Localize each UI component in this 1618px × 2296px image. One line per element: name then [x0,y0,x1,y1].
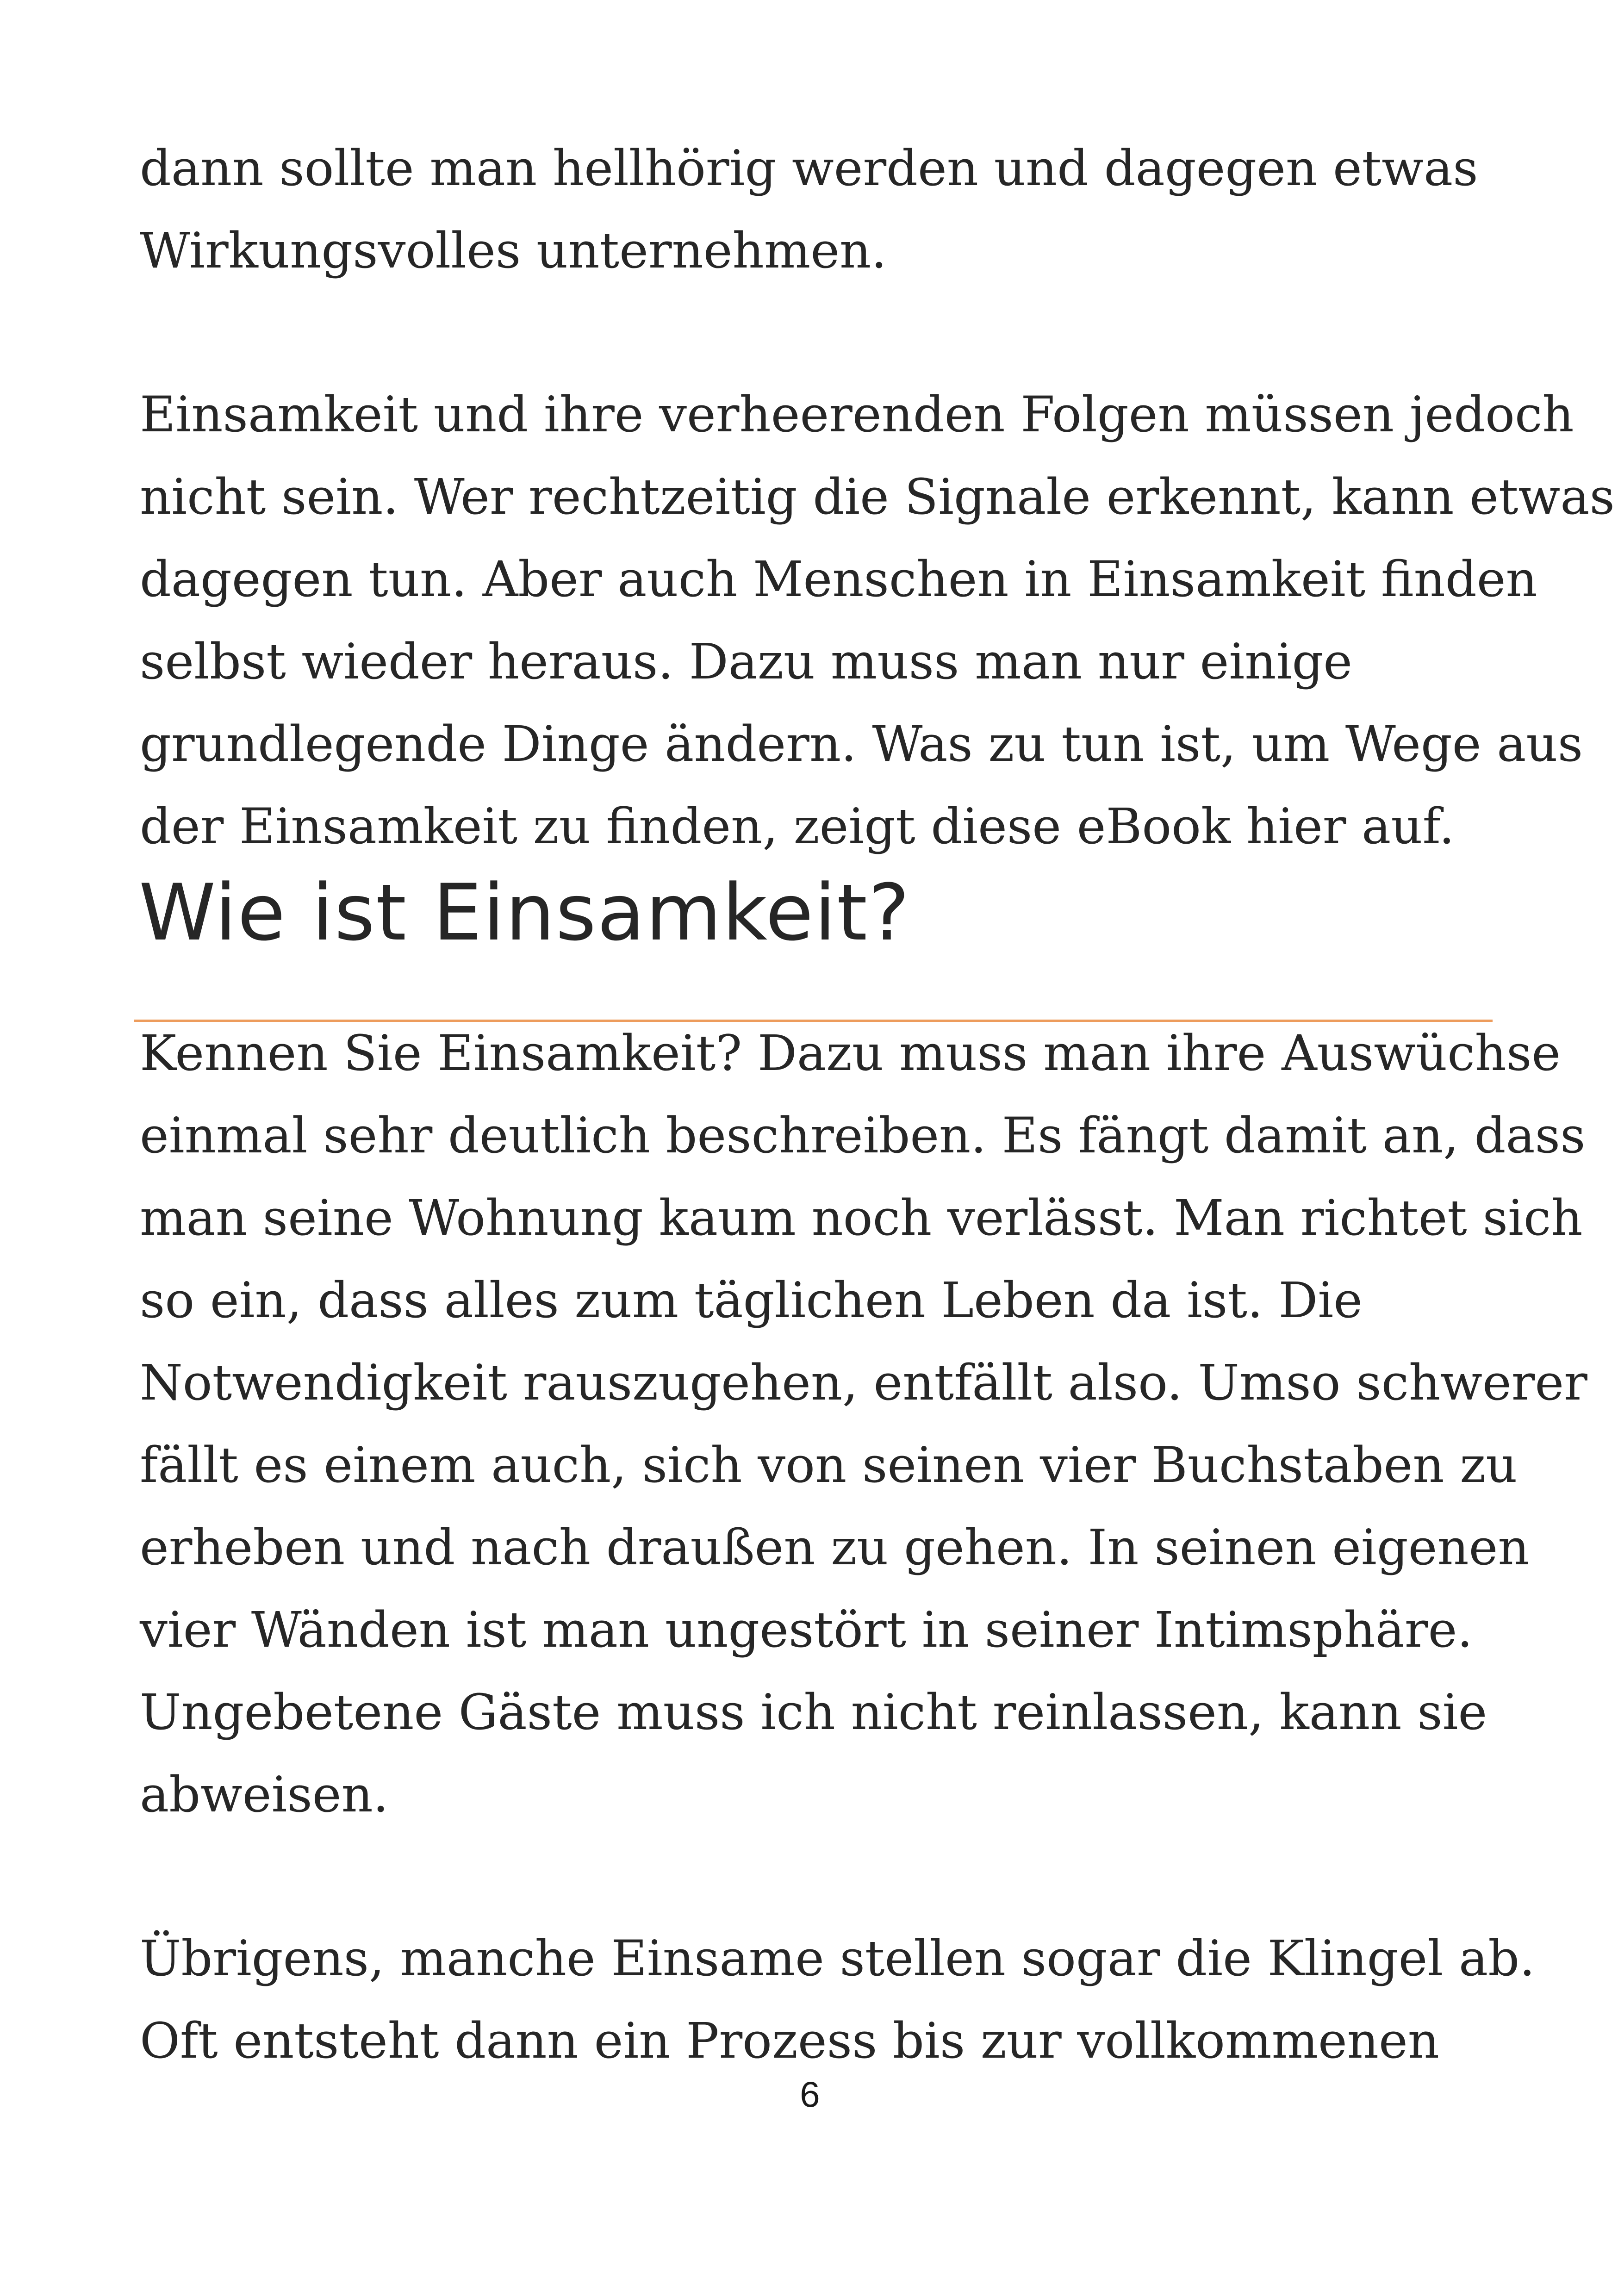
paragraph-line: nicht sein. Wer rechtzeitig die Signale erkennt, kann etwas [140,468,1615,525]
paragraph-line: Einsamkeit und ihre verheerenden Folgen müssen jedoch [140,386,1574,443]
paragraph-line: abweisen. [140,1766,389,1823]
paragraph-line: Ungebetene Gäste muss ich nicht reinlassen, kann sie [140,1684,1487,1741]
section-heading: Wie ist Einsamkeit? [139,867,911,958]
body-paragraph [140,1012,1587,1836]
page-number: 6 [800,2074,820,2115]
paragraph-line: dagegen tun. Aber auch Menschen in Einsamkeit finden [140,551,1537,608]
continuation-paragraph [140,127,1528,292]
paragraph-line: man seine Wohnung kaum noch verlässt. Man richtet sich [140,1189,1583,1246]
paragraph-line: Oft entsteht dann ein Prozess bis zur vollkommenen [140,2012,1439,2069]
paragraph-line: Kennen Sie Einsamkeit? Dazu muss man ihre Auswüchse [140,1025,1561,1082]
paragraph-line: selbst wieder heraus. Dazu muss man nur einige [140,633,1353,690]
paragraph-line: Notwendigkeit rauszugehen, entfällt also. Umso schwerer [140,1354,1587,1411]
paragraph-line: so ein, dass alles zum täglichen Leben da ist. Die [140,1272,1363,1329]
closing-paragraph [140,1917,1535,2082]
paragraph-line: fällt es einem auch, sich von seinen vier Buchstaben zu [140,1437,1518,1493]
paragraph-line: einmal sehr deutlich beschreiben. Es fängt damit an, dass [140,1107,1586,1164]
paragraph-line: vier Wänden ist man ungestört in seiner Intimsphäre. [140,1601,1473,1658]
paragraph-line: Wirkungsvolles unternehmen. [140,222,887,279]
paragraph-line: erheben und nach draußen zu gehen. In seinen eigenen [140,1519,1530,1576]
paragraph-line: der Einsamkeit zu finden, zeigt diese eBook hier auf. [140,798,1455,855]
intro-paragraph [140,373,1615,868]
paragraph-line: dann sollte man hellhörig werden und dagegen etwas [140,140,1478,197]
paragraph-line: Übrigens, manche Einsame stellen sogar die Klingel ab. [140,1930,1535,1987]
paragraph-line: grundlegende Dinge ändern. Was zu tun ist, um Wege aus [140,716,1583,772]
